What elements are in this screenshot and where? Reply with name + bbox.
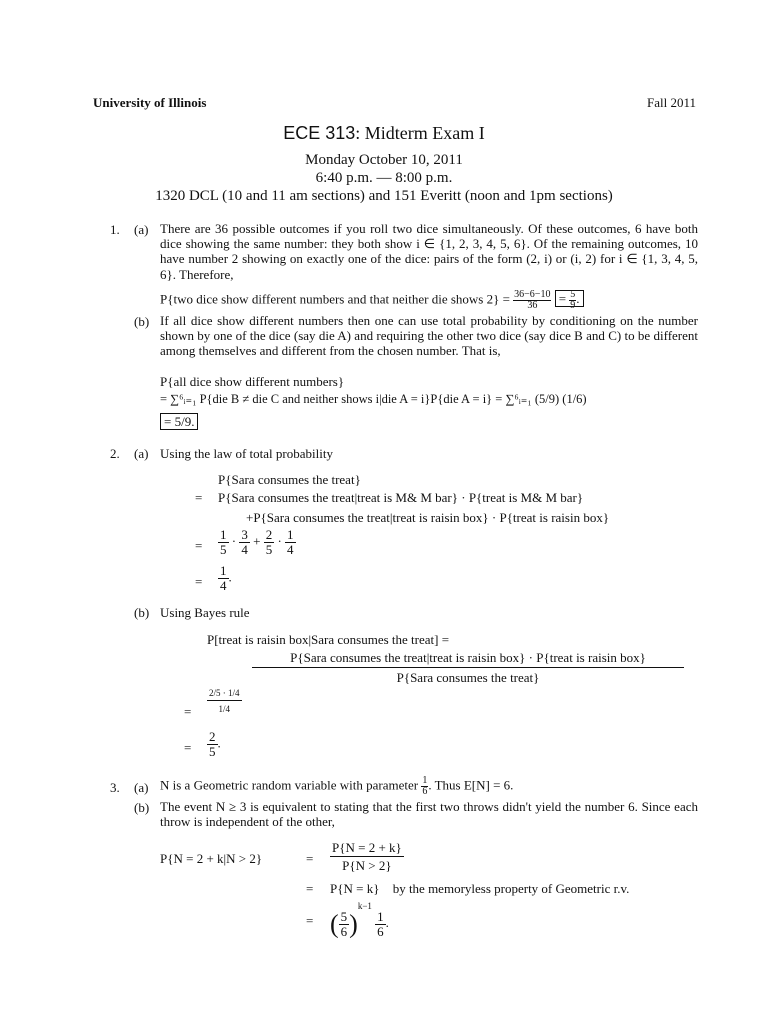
problem-3a-label: (a) <box>134 780 149 795</box>
bayes-fraction <box>252 650 684 685</box>
denominator: 4 <box>241 542 248 557</box>
problem-1b-boxed-answer: = 5/9. <box>160 413 198 430</box>
numerator: 2 <box>209 729 216 744</box>
institution-name: University of Illinois <box>93 95 207 110</box>
problem-1b-line2: = ∑⁶ᵢ₌₁ P{die B ≠ die C and neither shows i|die A = i}P{die A = i} = ∑⁶ᵢ₌₁ (5/9) (1/6) <box>160 392 587 406</box>
geometric-fraction <box>330 840 404 873</box>
numerator: 5 <box>340 908 348 924</box>
bayes-line1: P[treat is raisin box|Sara consumes the treat] = <box>207 632 450 647</box>
denominator: 6 <box>422 786 428 797</box>
fraction <box>218 564 229 593</box>
fraction <box>207 730 218 759</box>
problem-3b-label: (b) <box>134 800 150 815</box>
eq-sign: = <box>306 851 314 866</box>
numerator: 3 <box>241 527 248 542</box>
problem-2a-text: Using the law of total probability <box>160 446 333 461</box>
numerator: 2 <box>265 527 273 542</box>
exponent: k−1 <box>357 901 372 911</box>
fraction <box>513 290 551 311</box>
problem-2b-text: Using Bayes rule <box>160 605 250 620</box>
denominator: 5 <box>220 542 227 557</box>
numerator: 1 <box>422 775 428 786</box>
bayes-compound-fraction <box>207 688 242 714</box>
text: . Thus E[N] = 6. <box>428 777 514 793</box>
denominator: 6 <box>377 923 384 939</box>
problem-3a-text <box>160 776 513 797</box>
fraction <box>285 528 296 557</box>
numerator: 5 <box>570 289 576 300</box>
denominator: 4 <box>220 578 227 593</box>
problem-1a-label: (a) <box>134 222 149 237</box>
problem-1a-text: There are 36 possible outcomes if you roll two dice simultaneously. Of these outcomes, 6 have both dice showing the same number: they both show i ∈ {1, 2, 3, 4, 5, 6}. Of the remaining outcomes, 10 have number 2 showing on exactly one of the dice: pairs of the form (2, i) or (i, 2) for i ∈ {1, 3, 4, 5, 6}. Therefore, <box>160 221 698 282</box>
numerator: P{Sara consumes the treat|treat is raisin box} · P{treat is raisin box} <box>252 650 684 668</box>
fraction <box>375 910 386 939</box>
expression: P{N = k} <box>330 881 380 896</box>
fraction <box>569 290 576 311</box>
numerator: P{N = 2 + k} <box>332 840 402 855</box>
numerator: 1 <box>220 563 227 578</box>
problem-2-number: 2. <box>110 446 120 461</box>
denominator: 4 <box>287 542 294 557</box>
problem-2b-label: (b) <box>134 605 150 620</box>
total-prob-line4: $\frac{1}{5}$ · $\frac{3}{4}$ + $\frac{2}{5}$ · $\frac{1}{4}$ <box>220 527 294 557</box>
problem-2a-label: (a) <box>134 446 149 461</box>
fraction <box>339 910 350 939</box>
numerator: 1 <box>220 527 227 542</box>
eq-sign: = <box>306 913 314 928</box>
exam-location: 1320 DCL (10 and 11 am sections) and 151 Everitt (noon and 1pm sections) <box>155 188 613 204</box>
exam-date: Monday October 10, 2011 <box>305 152 463 168</box>
denominator: 9 <box>570 300 576 311</box>
fraction <box>264 528 275 557</box>
denominator: 5 <box>265 542 273 557</box>
total-prob-line1: P{Sara consumes the treat} <box>218 472 361 487</box>
eq-sign: = <box>195 490 203 505</box>
numerator: 1 <box>377 908 384 924</box>
eq-sign: = <box>184 704 192 719</box>
eq-sign: = <box>306 881 314 896</box>
equals: = <box>558 291 567 307</box>
note: by the memoryless property of Geometric r.v. <box>392 881 630 896</box>
total-prob-line2: P{Sara consumes the treat|treat is M& M bar} · P{treat is M& M bar} <box>218 490 584 505</box>
total-prob-line3: +P{Sara consumes the treat|treat is raisin box} · P{treat is raisin box} <box>246 510 610 525</box>
course-code: ECE 313 <box>283 123 356 143</box>
numerator: 1 <box>287 527 294 542</box>
exam-title <box>0 123 768 144</box>
denominator: 5 <box>209 744 216 759</box>
fraction <box>218 528 229 557</box>
text: N is a Geometric random variable with parameter <box>160 777 419 793</box>
problem-1a-equation <box>160 290 584 311</box>
term-label: Fall 2011 <box>647 95 696 110</box>
problem-3-number: 3. <box>110 780 120 795</box>
problem-1b-line1: P{all dice show different numbers} <box>160 374 345 389</box>
eq-sign: = <box>184 740 192 755</box>
numerator: 36−6−10 <box>514 289 551 300</box>
exam-time: 6:40 p.m. — 8:00 p.m. <box>315 170 453 186</box>
memoryless-line <box>330 881 629 896</box>
geometric-pmf: ( $\frac{5}{6}$ )$^{k-1}$ $\frac{1}{6}$ . <box>330 901 389 939</box>
denominator: P{Sara consumes the treat} <box>396 670 540 685</box>
eq-sign: = <box>195 574 203 589</box>
problem-1b-label: (b) <box>134 314 150 329</box>
numerator: 2/5 · 1/4 <box>207 688 242 701</box>
problem-1-number: 1. <box>110 222 120 237</box>
geometric-lhs: P{N = 2 + k|N > 2} <box>160 851 263 866</box>
denominator: P{N > 2} <box>342 858 392 873</box>
eq-lhs: P{two dice show different numbers and that neither die shows 2} = <box>160 291 510 307</box>
fraction <box>239 528 250 557</box>
denominator: 6 <box>340 923 348 939</box>
exam-name: : Midterm Exam I <box>355 123 485 143</box>
total-prob-line5: $\frac{1}{4}$ . <box>220 563 232 593</box>
boxed-answer: = $\frac{5}{9}$ . <box>555 290 584 307</box>
eq-sign: = <box>195 538 203 553</box>
problem-3b-text: The event N ≥ 3 is equivalent to stating that the first two throws didn't yield the number 6. Since each throw is independent of the other, <box>160 799 698 830</box>
denominator: 1/4 <box>218 704 230 714</box>
denominator: 36 <box>527 300 538 311</box>
bayes-result: $\frac{2}{5}$ . <box>209 729 221 759</box>
problem-1b-text: If all dice show different numbers then one can use total probability by conditioning on the number shown by one of the dice (say die A) and requiring the other two dice (say dice B and C) to be different among themselves and different from the chosen number. That is, <box>160 313 698 359</box>
